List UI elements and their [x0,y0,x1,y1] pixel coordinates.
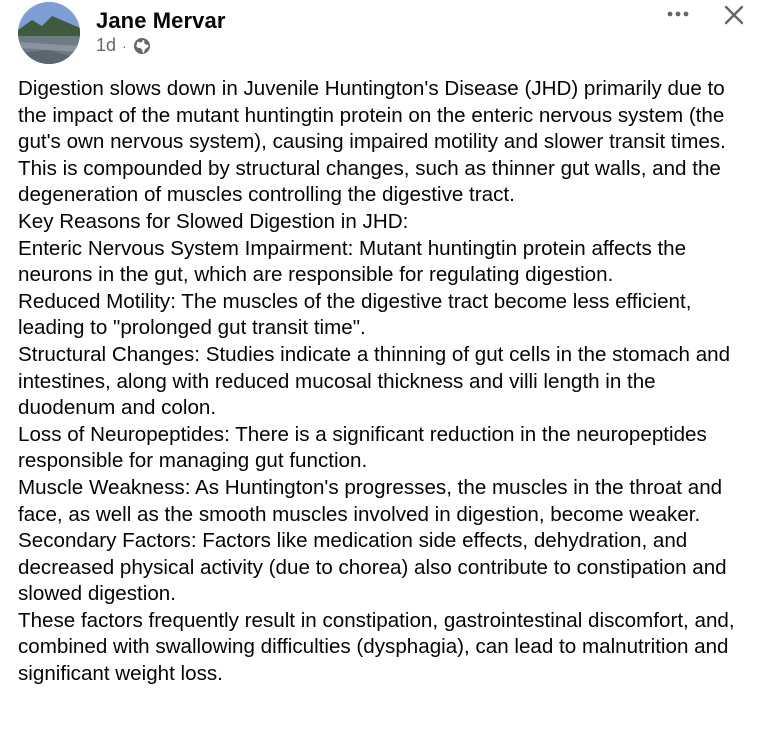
close-icon [723,4,745,26]
post-header [0,0,768,72]
post-meta [96,35,151,56]
more-options-button[interactable] [660,2,696,26]
more-options-icon [666,10,690,18]
post-paragraph-neuropeptides: Loss of Neuropeptides: There is a significant reduction in the neuropeptides responsible for managing gut function. [18,422,707,473]
post-paragraph-enteric: Enteric Nervous System Impairment: Mutant huntingtin protein affects the neurons in the gut, which are responsible for regulating digestion. [18,236,687,287]
avatar-photo [18,2,80,64]
meta-separator: · [122,37,127,54]
post-text [18,76,758,688]
post-paragraph-conclusion: These factors frequently result in constipation, gastrointestinal discomfort, and, combined with swallowing difficulties (dysphagia), can lead to malnutrition and significant weight loss. [18,608,735,686]
post-paragraph-motility: Reduced Motility: The muscles of the digestive tract become less efficient, leading to "prolonged gut transit time". [18,289,692,340]
globe-icon[interactable] [133,37,151,55]
post-paragraph-heading: Key Reasons for Slowed Digestion in JHD: [18,209,409,233]
avatar[interactable] [18,2,80,64]
post-paragraph-secondary: Secondary Factors: Factors like medication side effects, dehydration, and decreased physical activity (due to chorea) also contribute to constipation and slowed digestion. [18,529,727,606]
author-name[interactable]: Jane Mervar [96,8,226,33]
post-paragraph-structural: Structural Changes: Studies indicate a thinning of gut cells in the stomach and intestines, along with reduced mucosal thickness and villi length in the duodenum and colon. [18,342,731,420]
close-button[interactable] [716,0,752,30]
post-paragraph-intro: Digestion slows down in Juvenile Huntington's Disease (JHD) primarily due to the impact of the mutant huntingtin protein on the enteric nervous system (the gut's own nervous system), causing impaired motility and slower transit times. This is compounded by structural changes, such as thinner gut walls, and the degeneration of muscles controlling the digestive tract. [18,77,726,207]
post-paragraph-muscle: Muscle Weakness: As Huntington's progresses, the muscles in the throat and face, as well as the smooth muscles involved in digestion, become weaker. [18,475,723,526]
post-timestamp[interactable]: 1d [96,35,117,55]
